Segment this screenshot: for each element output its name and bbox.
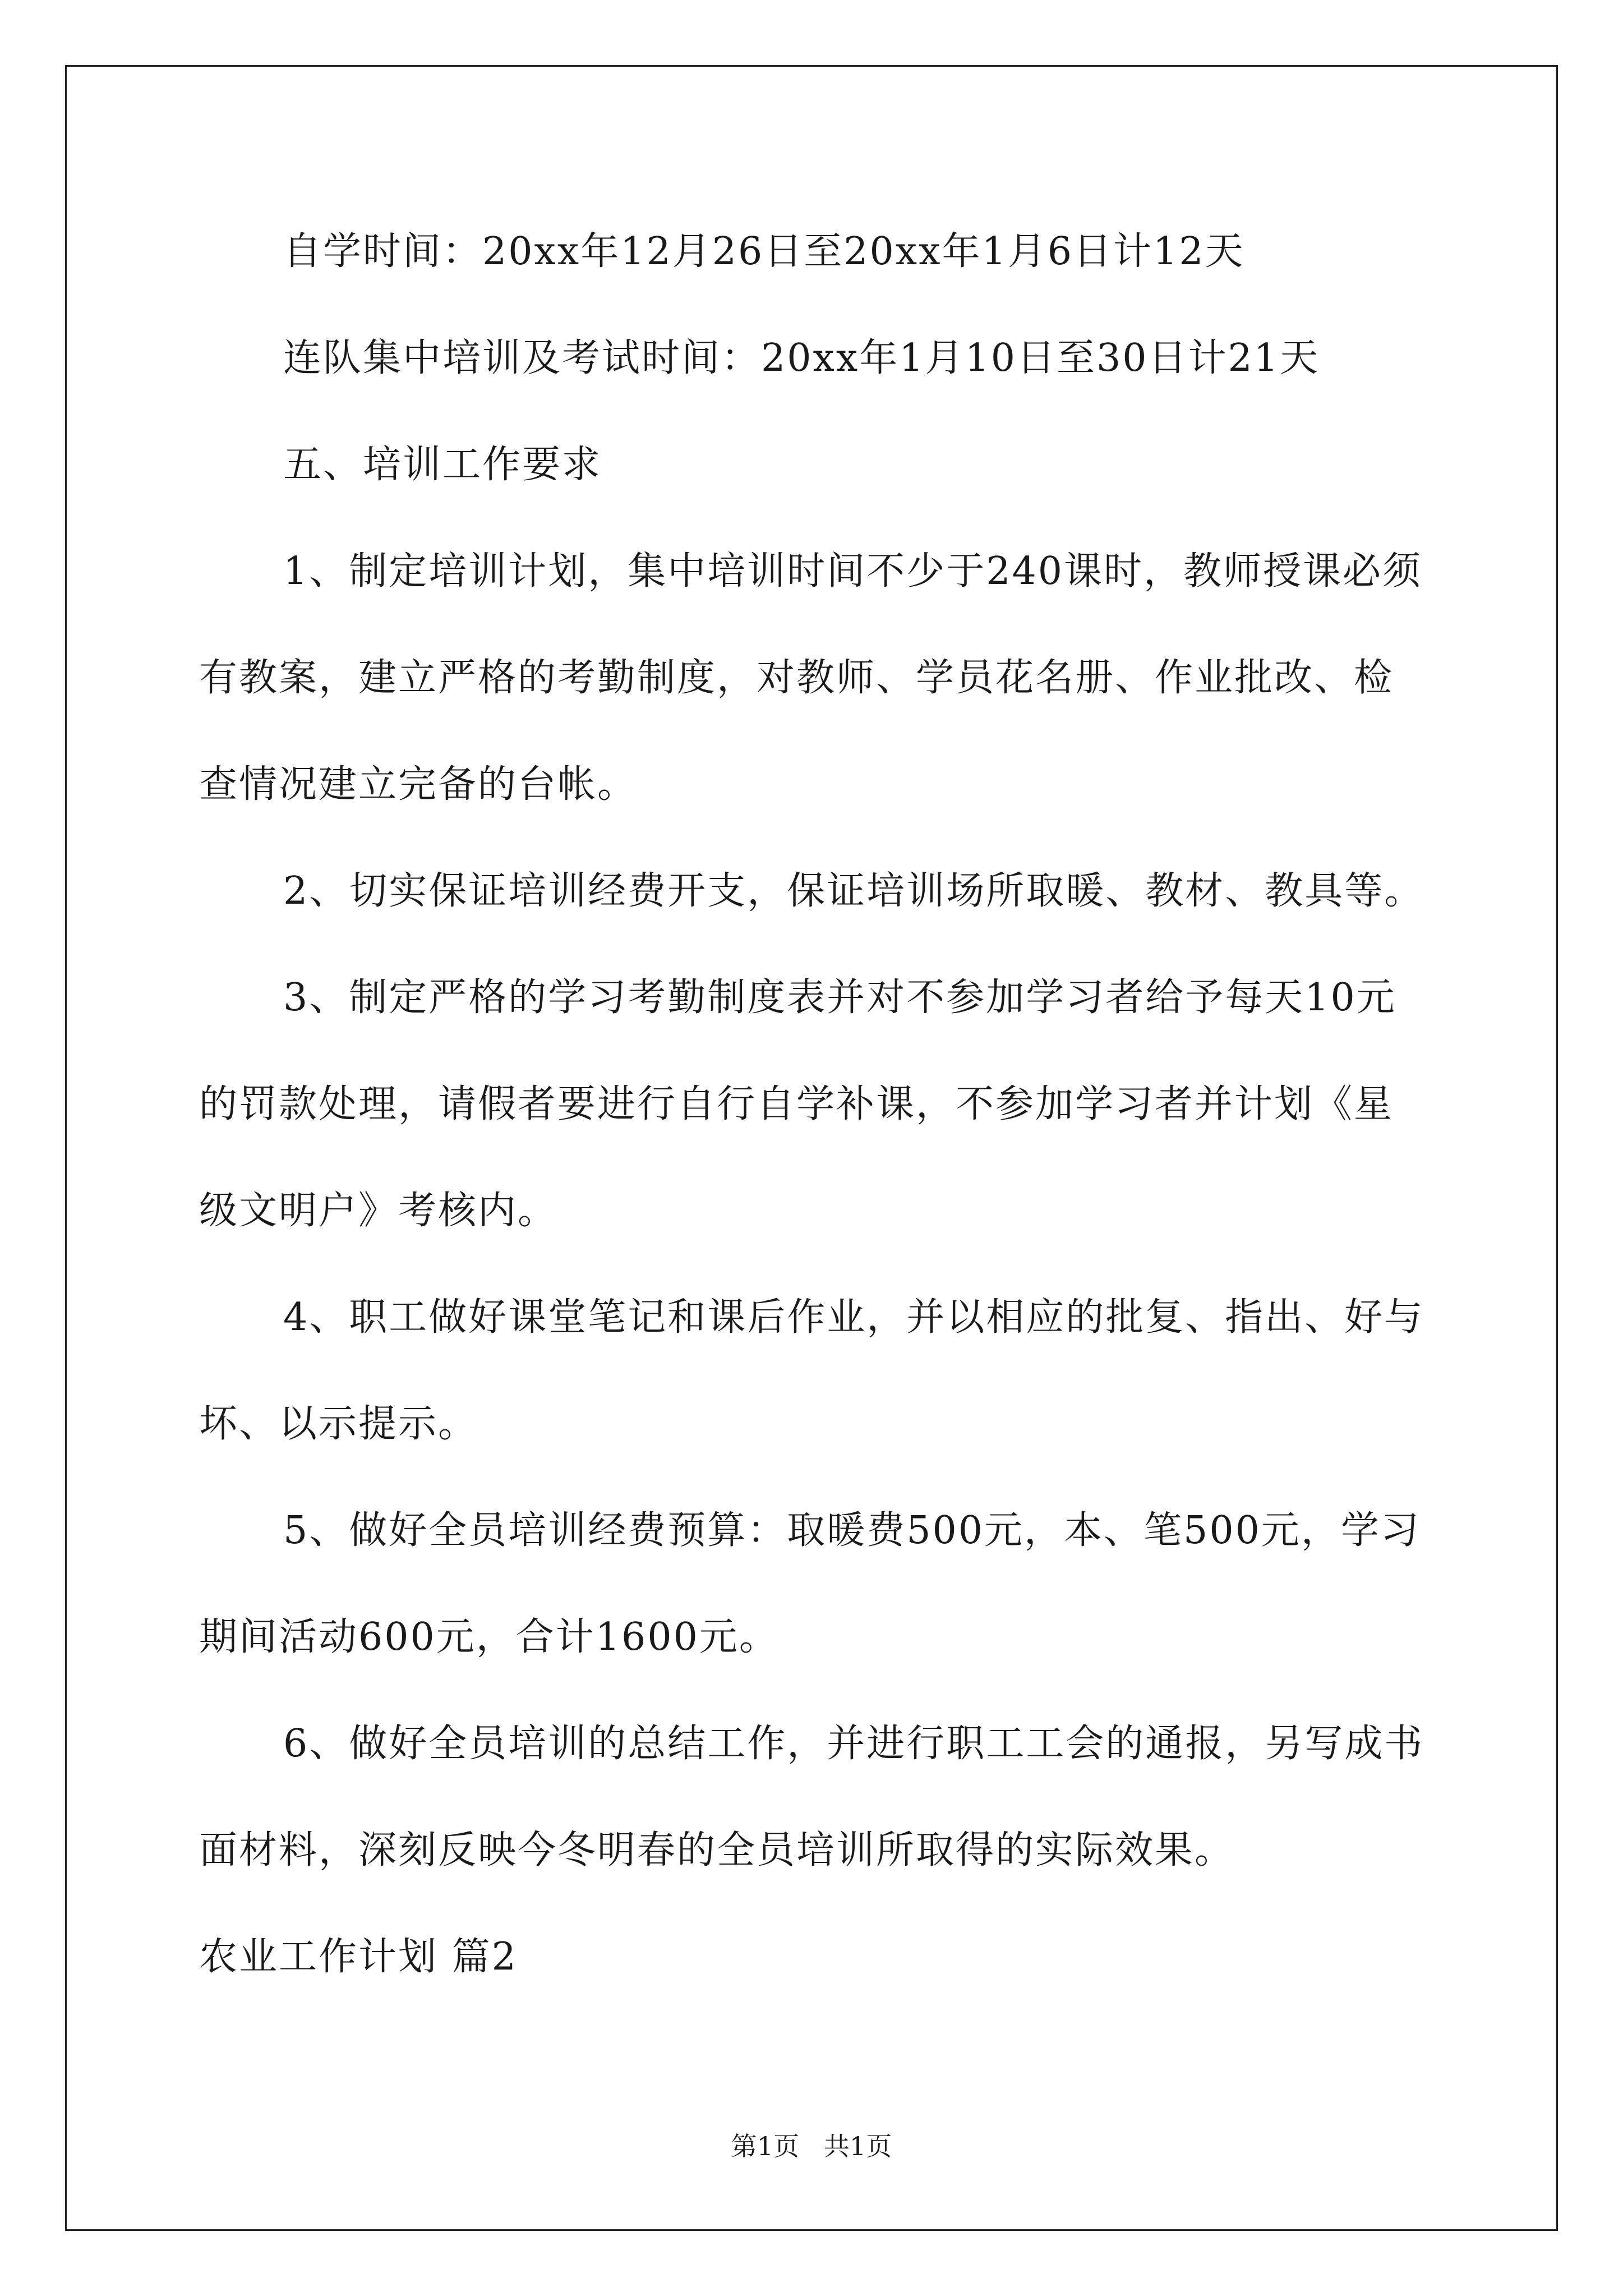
section-heading: 五、培训工作要求 [283, 443, 602, 487]
text-line: 1、制定培训计划，集中培训时间不少于240课时，教师授课必须 [283, 549, 1423, 593]
text-line: 面材料，深刻反映今冬明春的全员培训所取得的实际效果。 [199, 1828, 1235, 1872]
text-line: 连队集中培训及考试时间：20xx年1月10日至30日计21天 [283, 336, 1320, 380]
text-line: 自学时间：20xx年12月26日至20xx年1月6日计12天 [283, 229, 1245, 274]
text-line: 查情况建立完备的台帐。 [199, 762, 638, 807]
text-line: 有教案，建立严格的考勤制度，对教师、学员花名册、作业批改、检 [199, 656, 1394, 700]
text-line: 3、制定严格的学习考勤制度表并对不参加学习者给予每天10元 [283, 976, 1396, 1020]
page-border [65, 65, 1558, 2231]
text-line: 坏、以示提示。 [199, 1402, 478, 1446]
text-line: 级文明户》考核内。 [199, 1189, 558, 1233]
text-line: 6、做好全员培训的总结工作，并进行职工工会的通报，另写成书 [283, 1722, 1424, 1766]
text-line: 4、职工做好课堂笔记和课后作业，并以相应的批复、指出、好与 [283, 1295, 1424, 1340]
text-line: 2、切实保证培训经费开支，保证培训场所取暖、教材、教具等。 [283, 869, 1424, 913]
text-line: 5、做好全员培训经费预算：取暖费500元，本、笔500元，学习 [283, 1508, 1421, 1553]
page-number-footer: 第1页 共1页 [731, 2131, 892, 2161]
text-line: 期间活动600元，合计1600元。 [199, 1615, 779, 1659]
text-line: 的罚款处理，请假者要进行自行自学补课，不参加学习者并计划《星 [199, 1082, 1394, 1126]
section-title: 农业工作计划 篇2 [199, 1935, 518, 1979]
